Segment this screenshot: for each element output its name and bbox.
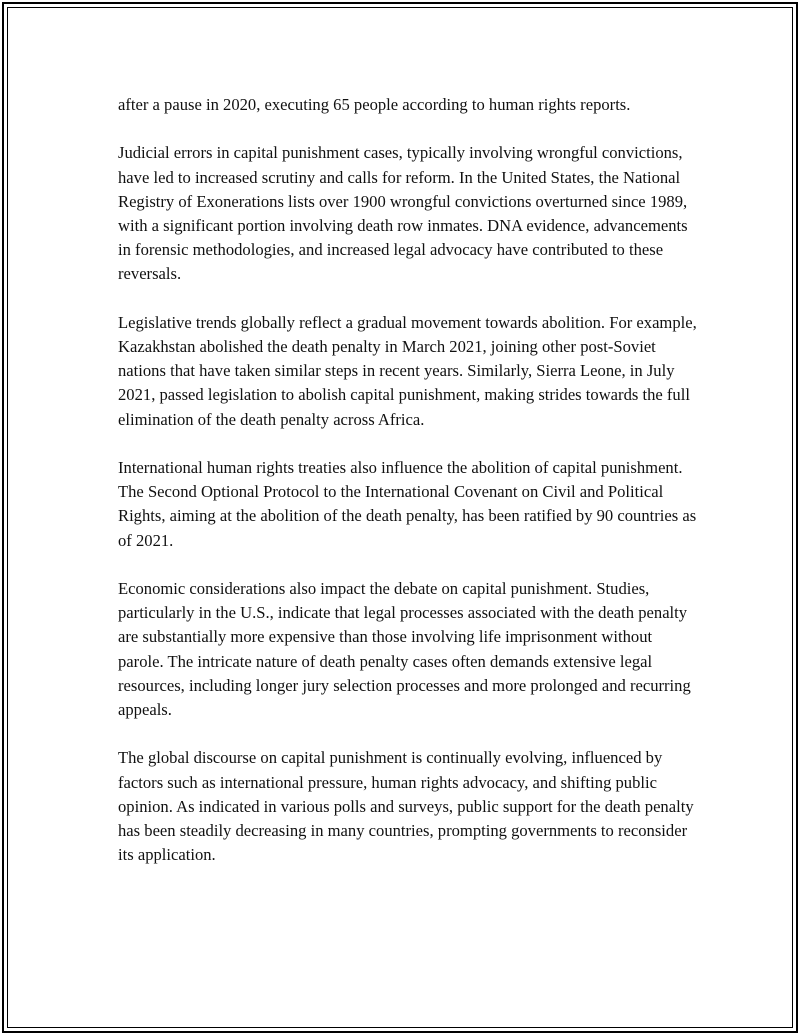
paragraph-legislative-trends: Legislative trends globally reflect a gradual movement towards abolition. For example, Kazakhstan abolished the death penalty in March 2021, joining other post-Soviet nations that have taken similar steps in recent years. Similarly, Sierra Leone, in July 2021, passed legislation to abolish capital punishment, making strides towards the full elimination of the death penalty across Africa. [118,312,697,429]
paragraph-continuation: after a pause in 2020, executing 65 people according to human rights reports. [118,95,631,114]
paragraph-global-discourse: The global discourse on capital punishment is continually evolving, influenced by factors such as international pressure, human rights advocacy, and shifting public opinion. As indicated in various polls and surveys, public support for the death penalty has been steadily decreasing in many countries, prompting governments to reconsider its application. [118,748,694,865]
paragraph-international-treaties: International human rights treaties also influence the abolition of capital punishment. The Second Optional Protocol to the International Covenant on Civil and Political Rights, aiming at the abolition of the death penalty, has been ratified by 90 countries as of 2021. [118,458,697,550]
paragraph-economic-considerations: Economic considerations also impact the debate on capital punishment. Studies, particularly in the U.S., indicate that legal processes associated with the death penalty are substantially more expensive than those involving life imprisonment without parole. The intricate nature of death penalty cases often demands extensive legal resources, including longer jury selection processes and more prolonged and recurring appeals. [118,579,691,720]
document-body [118,93,698,892]
paragraph-judicial-errors: Judicial errors in capital punishment cases, typically involving wrongful convictions, have led to increased scrutiny and calls for reform. In the United States, the National Registry of Exonerations lists over 1900 wrongful convictions overturned since 1989, with a significant portion involving death row inmates. DNA evidence, advancements in forensic methodologies, and increased legal advocacy have contributed to these reversals. [118,143,688,284]
